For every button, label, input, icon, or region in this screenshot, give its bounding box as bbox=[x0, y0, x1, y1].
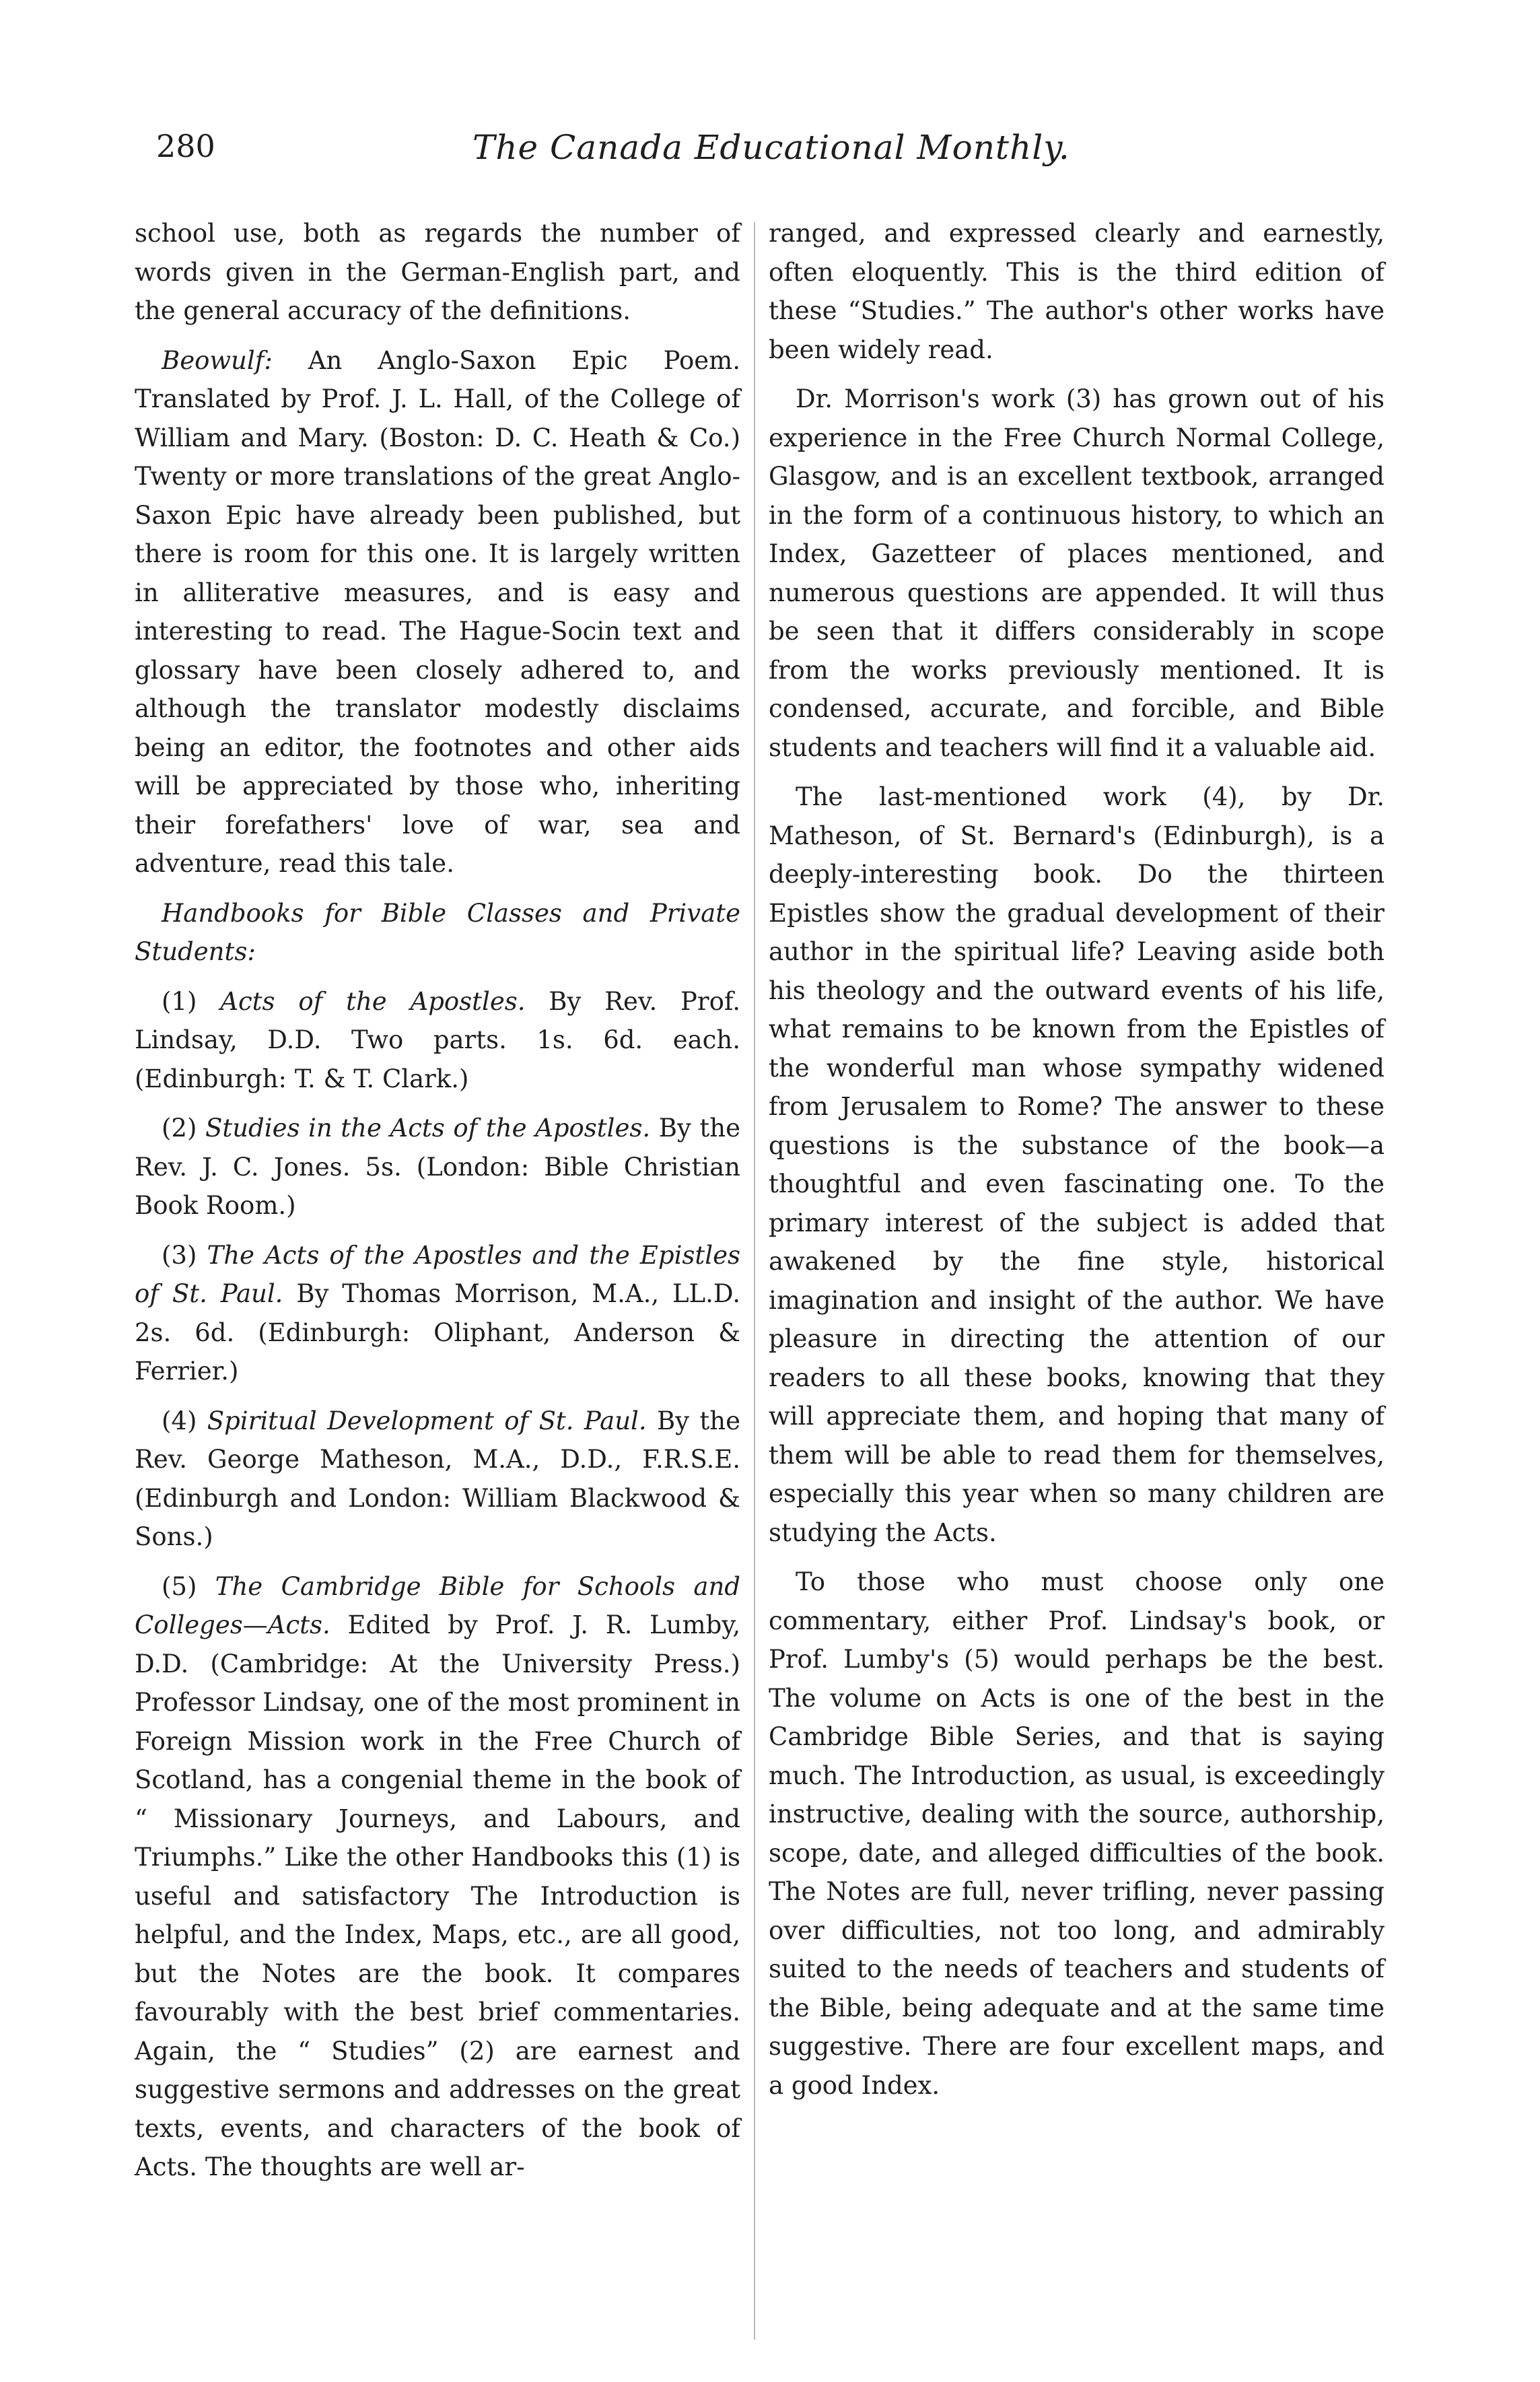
left-column bbox=[135, 214, 740, 2198]
book-entry-4 bbox=[135, 1402, 740, 1557]
paragraph-text: school use, both as regards the number of words given in the German-English part, and the general accuracy of the definitions. bbox=[135, 219, 740, 325]
entry-text: By Thomas Morrison, M.A., LL.D. 2s. 6d. (Edinburgh: Oliphant, Anderson & Ferrier.) bbox=[135, 1279, 740, 1386]
beowulf-title: Beowulf: bbox=[162, 345, 273, 375]
entry-number: (5) bbox=[162, 1571, 215, 1601]
entry-number: (4) bbox=[162, 1406, 207, 1435]
section-subheading: Handbooks for Bible Classes and Private Students: bbox=[135, 898, 740, 966]
paragraph-continued: ranged, and expressed clearly and earnestly, often eloquently. This is the third edition of these “Studies.” The author's other works have been widely read. bbox=[769, 219, 1385, 364]
entry-title: Studies in the Acts of the Apostles. bbox=[205, 1114, 651, 1143]
book-entry-5 bbox=[135, 1567, 740, 2187]
entry-text: By the Rev. J. C. Jones. 5s. (London: Bible Christian Book Room.) bbox=[135, 1114, 740, 1220]
paragraph-morrison: Dr. Morrison's work (3) has grown out of his experience in the Free Church Normal College, Glasgow, and is an excellent textbook, arranged in the form of a continuous history, to which an Index, Gazetteer of places mentioned, and numerous questions are appended. It will thus be seen that it differs considerably in scope from the works previously mentioned. It is condensed, accurate, and forcible, and Bible students and teachers will find it a valuable aid. bbox=[769, 384, 1385, 762]
paragraph-beowulf bbox=[135, 341, 740, 883]
entry-number: (3) bbox=[162, 1240, 207, 1270]
paragraph-recommendation: To those who must choose only one commentary, either Prof. Lindsay's book, or Prof. Lumby's (5) would perhaps be the best. The volume on Acts is one of the best in the Cambridge Bible Series, and that is saying much. The Introduction, as usual, is exceedingly instructive, dealing with the source, authorship, scope, date, and alleged difficulties of the book. The Notes are full, never trifling, never passing over difficulties, not too long, and admirably suited to the needs of teachers and students of the Bible, being adequate and at the same time suggestive. There are four excellent maps, and a good Index. bbox=[769, 1567, 1385, 2100]
paragraph-text: An Anglo-Saxon Epic Poem. Translated by Prof. J. L. Hall, of the College of William and Mary. (Boston: D. C. Heath & Co.) Twenty or more translations of the great Anglo-Saxon Epic have already been published, but there is room for this one. It is largely written in alliterative measures, and is easy and interesting to read. The Hague-Socin text and glossary have been closely adhered to, and although the translator modestly disclaims being an editor, the footnotes and other aids will be appreciated by those who, inheriting their forefathers' love of war, sea and adventure, read this tale. bbox=[135, 345, 740, 878]
entry-title: Acts of the Apostles. bbox=[220, 986, 526, 1016]
book-entry-2 bbox=[135, 1109, 740, 1225]
entry-number: (2) bbox=[162, 1114, 205, 1143]
entry-number: (1) bbox=[162, 986, 221, 1016]
paragraph-continued bbox=[135, 214, 740, 331]
entry-title: Spiritual Development of St. Paul. bbox=[207, 1406, 647, 1435]
paragraph-matheson: The last-mentioned work (4), by Dr. Matheson, of St. Bernard's (Edinburgh), is a deeply-interesting book. Do the thirteen Epistles show the gradual development of their author in the spiritual life? Leaving aside both his theology and the outward events of his life, what remains to be known from the Epistles of the wonderful man whose sympathy widened from Jerusalem to Rome? The answer to these questions is the substance of the book—a thoughtful and even fascinating one. To the primary interest of the subject is added that awakened by the fine style, historical imagination and insight of the author. We have pleasure in directing the attention of our readers to all these books, knowing that they will appreciate them, and hoping that many of them will be able to read them for themselves, especially this year when so many children are studying the Acts. bbox=[769, 782, 1385, 1547]
running-title: The Canada Educational Monthly. bbox=[473, 128, 1070, 167]
entry-title: The Acts of the Apostles and the Epistles of St. Paul. bbox=[135, 1240, 741, 1308]
book-entry-3 bbox=[135, 1236, 740, 1391]
column-divider bbox=[754, 222, 755, 2340]
page-number: 280 bbox=[156, 128, 215, 164]
entry-text: By Rev. Prof. Lindsay, D.D. Two parts. 1s. 6d. each. (Edinburgh: T. & T. Clark.) bbox=[135, 986, 741, 1093]
entry-text: By the Rev. George Matheson, M.A., D.D., F.R.S.E. (Edinburgh and London: William Blackwood & Sons.) bbox=[135, 1406, 741, 1551]
book-entry-1 bbox=[135, 982, 740, 1099]
entry-text: Edited by Prof. J. R. Lumby, D.D. (Cambridge: At the University Press.) Professor Lindsay, one of the most prominent in Foreign Mission work in the Free Church of Scotland, has a congenial theme in the book of “ Missionary Journeys, and Labours, and Triumphs.” Like the other Handbooks this (1) is useful and satisfactory The Introduction is helpful, and the Index, Maps, etc., are all good, but the Notes are the book. It compares favourably with the best brief commentaries. Again, the “ Studies” (2) are earnest and suggestive sermons and addresses on the great texts, events, and characters of the book of Acts. The thoughts are well ar- bbox=[135, 1610, 740, 2181]
entry-title: The Cambridge Bible for Schools and Colleges—Acts. bbox=[135, 1571, 740, 1639]
right-column bbox=[769, 214, 1385, 2115]
page-header bbox=[156, 128, 1096, 182]
